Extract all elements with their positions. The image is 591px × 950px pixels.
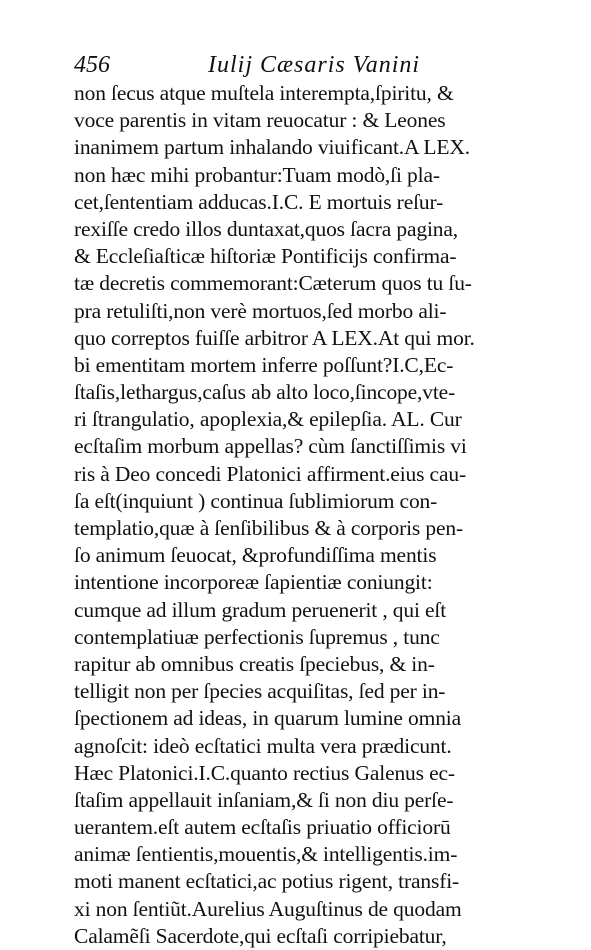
- text-line: rapitur ab omnibus creatis ſpeciebus, & in-: [74, 651, 435, 676]
- text-line: ri ſtrangulatio, apoplexia,& epilepſia. AL. Cur: [74, 407, 462, 432]
- text-line: agnoſcit: ideò ecſtatici multa vera prædicunt.: [74, 733, 452, 758]
- text-line: voce parentis in vitam reuocatur : & Leones: [74, 108, 446, 133]
- text-line: uerantem.eſt autem ecſtaſis priuatio officiorū: [74, 815, 451, 840]
- text-line: Hæc Platonici.I.C.quanto rectius Galenus ec-: [74, 760, 455, 785]
- page-number: 456: [74, 52, 110, 78]
- text-line: & Eccleſiaſticæ hiſtoriæ Pontificijs confirma-: [74, 244, 457, 269]
- text-line: bi ementitam mortem inferre poſſunt?I.C,Ec-: [74, 352, 454, 377]
- text-line: cumque ad illum gradum peruenerit , qui eſt: [74, 597, 447, 622]
- text-line: ſo animum ſeuocat, &profundiſſima mentis: [74, 543, 437, 568]
- text-line: inanimem partum inhalando viuificant.A LEX.: [74, 135, 470, 160]
- text-line: templatio,quæ à ſenſibilibus & à corporis pen-: [74, 516, 463, 540]
- text-line: contemplatiuæ perfectionis ſupremus , tunc: [74, 624, 440, 649]
- text-line: ſtaſis,lethargus,caſus ab alto loco,ſincope,vte-: [74, 380, 456, 405]
- text-line: animæ ſentientis,mouentis,& intelligentis.im-: [74, 842, 458, 867]
- text-line: ſtaſim appellauit inſaniam,& ſi non diu perſe-: [74, 787, 454, 812]
- page-header: [74, 48, 551, 82]
- text-line: cet,ſententiam adducas.I.C. E mortuis reſur-: [74, 189, 444, 214]
- text-line: tæ decretis commemorant:Cæterum quos tu ſu-: [74, 271, 472, 296]
- text-line: xi non ſentiũt.Aurelius Auguſtinus de quodam: [74, 896, 462, 921]
- text-line: ecſtaſim morbum appellas? cùm ſanctiſſimis vi: [74, 434, 467, 459]
- text-line: rexiſſe credo illos duntaxat,quos ſacra pagina,: [74, 216, 458, 241]
- text-line: ſpectionem ad ideas, in quarum lumine omnia: [74, 706, 462, 731]
- text-line: intentione incorporeæ ſapientiæ coniungit:: [74, 570, 433, 595]
- text-line: pra retuliſti,non verè mortuos,ſed morbo ali-: [74, 298, 447, 323]
- body-text: [74, 80, 551, 950]
- text-line: telligit non per ſpecies acquiſitas, ſed per in-: [74, 679, 446, 704]
- text-line: moti manent ecſtatici,ac potius rigent, transfi-: [74, 869, 460, 894]
- text-line: ſa eſt(inquiunt ) continua ſublimiorum con-: [74, 488, 438, 513]
- text-line: Calamẽſi Sacerdote,qui ecſtaſi corripiebatur,: [74, 923, 447, 948]
- text-line: quo correptos fuiſſe arbitror A LEX.At qui mor.: [74, 325, 475, 350]
- text-line: non hæc mihi probantur:Tuam modò,ſi pla-: [74, 162, 440, 187]
- text-line: ris à Deo concedi Platonici affirment.eius cau-: [74, 461, 466, 486]
- running-head: Iulij Cæsaris Vanini: [208, 52, 421, 78]
- text-line: non ſecus atque muſtela interempta,ſpiritu, &: [74, 81, 454, 105]
